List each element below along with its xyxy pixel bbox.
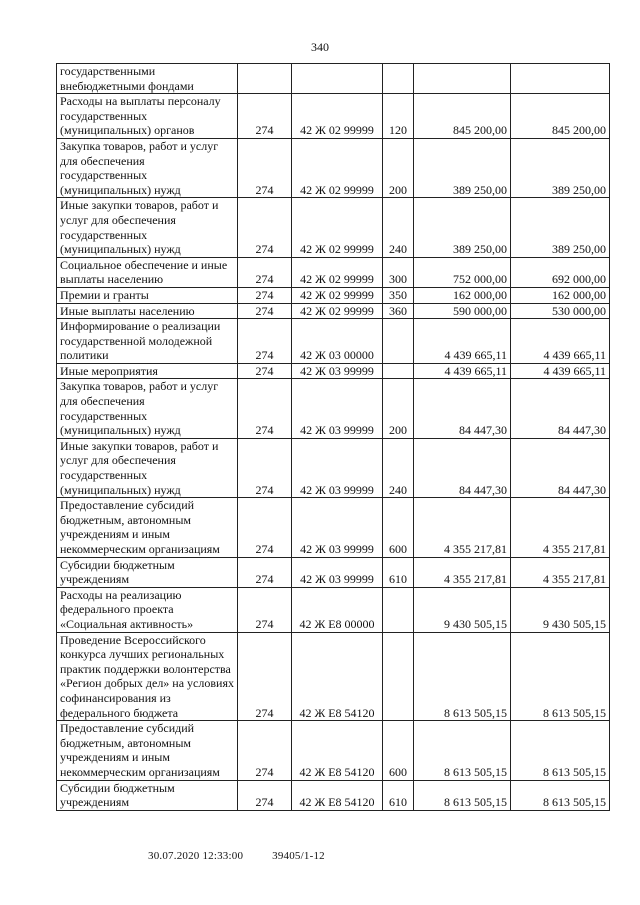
cell-sum-year1: 8 613 505,15: [414, 632, 511, 721]
cell-expense-type: 240: [383, 198, 414, 257]
cell-sum-year2: 84 447,30: [511, 379, 610, 438]
cell-expense-type: 200: [383, 138, 414, 197]
cell-target-article: 42 Ж 02 99999: [292, 94, 383, 139]
cell-target-article: 42 Ж E8 54120: [292, 721, 383, 780]
cell-code: 274: [238, 379, 292, 438]
cell-code: 274: [238, 587, 292, 632]
cell-code: 274: [238, 557, 292, 587]
cell-target-article: 42 Ж 03 00000: [292, 319, 383, 364]
cell-sum-year1: 8 613 505,15: [414, 780, 511, 810]
cell-target-article: 42 Ж 02 99999: [292, 287, 383, 303]
cell-code: 274: [238, 138, 292, 197]
cell-expense-type: 350: [383, 287, 414, 303]
table-row: [57, 557, 610, 587]
cell-code: 274: [238, 438, 292, 497]
cell-name: Проведение Всероссийского конкурса лучших региональных практик поддержки волонтерства «Регион добрых дел» на условиях софинансирования из федерального бюджета: [57, 632, 238, 721]
table-row: [57, 287, 610, 303]
cell-target-article: 42 Ж E8 54120: [292, 780, 383, 810]
cell-target-article: 42 Ж 03 99999: [292, 379, 383, 438]
cell-expense-type: 600: [383, 498, 414, 557]
cell-sum-year2: 162 000,00: [511, 287, 610, 303]
cell-name: Субсидии бюджетным учреждениям: [57, 780, 238, 810]
cell-code: 274: [238, 198, 292, 257]
cell-expense-type: 120: [383, 94, 414, 139]
cell-code: 274: [238, 257, 292, 287]
cell-sum-year1: 4 355 217,81: [414, 557, 511, 587]
cell-sum-year1: 162 000,00: [414, 287, 511, 303]
cell-target-article: 42 Ж E8 54120: [292, 632, 383, 721]
cell-name: Предоставление субсидий бюджетным, автономным учреждениям и иным некоммерческим организациям: [57, 721, 238, 780]
cell-sum-year2: 8 613 505,15: [511, 721, 610, 780]
cell-code: 274: [238, 498, 292, 557]
table-row: [57, 721, 610, 780]
table-row: [57, 303, 610, 319]
cell-expense-type: [383, 632, 414, 721]
table-row: [57, 64, 610, 94]
cell-name: Иные мероприятия: [57, 363, 238, 379]
cell-sum-year1: 590 000,00: [414, 303, 511, 319]
cell-name: Закупка товаров, работ и услуг для обеспечения государственных (муниципальных) нужд: [57, 138, 238, 197]
cell-sum-year2: 4 439 665,11: [511, 319, 610, 364]
budget-table-body: [57, 64, 610, 811]
table-row: [57, 632, 610, 721]
table-row: [57, 319, 610, 364]
cell-sum-year2: 84 447,30: [511, 438, 610, 497]
cell-name: Расходы на реализацию федерального проекта «Социальная активность»: [57, 587, 238, 632]
cell-code: 274: [238, 363, 292, 379]
cell-target-article: [292, 64, 383, 94]
cell-name: государственными внебюджетными фондами: [57, 64, 238, 94]
cell-name: Иные выплаты населению: [57, 303, 238, 319]
cell-target-article: 42 Ж 02 99999: [292, 198, 383, 257]
table-row: [57, 94, 610, 139]
cell-code: 274: [238, 780, 292, 810]
cell-sum-year1: 84 447,30: [414, 379, 511, 438]
cell-sum-year1: 84 447,30: [414, 438, 511, 497]
cell-name: Закупка товаров, работ и услуг для обеспечения государственных (муниципальных) нужд: [57, 379, 238, 438]
cell-expense-type: 600: [383, 721, 414, 780]
cell-target-article: 42 Ж 03 99999: [292, 498, 383, 557]
cell-target-article: 42 Ж E8 00000: [292, 587, 383, 632]
cell-sum-year2: [511, 64, 610, 94]
cell-code: 274: [238, 632, 292, 721]
cell-code: 274: [238, 319, 292, 364]
cell-sum-year1: 845 200,00: [414, 94, 511, 139]
cell-sum-year1: 389 250,00: [414, 138, 511, 197]
cell-sum-year1: 4 439 665,11: [414, 363, 511, 379]
cell-target-article: 42 Ж 03 99999: [292, 438, 383, 497]
table-row: [57, 498, 610, 557]
cell-code: 274: [238, 287, 292, 303]
cell-name: Субсидии бюджетным учреждениям: [57, 557, 238, 587]
cell-sum-year2: 4 439 665,11: [511, 363, 610, 379]
cell-name: Расходы на выплаты персоналу государственных (муниципальных) органов: [57, 94, 238, 139]
cell-expense-type: [383, 319, 414, 364]
footer-doc-code: 39405/1-12: [272, 850, 325, 862]
cell-name: Премии и гранты: [57, 287, 238, 303]
cell-sum-year1: [414, 64, 511, 94]
cell-name: Предоставление субсидий бюджетным, автономным учреждениям и иным некоммерческим организациям: [57, 498, 238, 557]
table-row: [57, 438, 610, 497]
cell-name: Социальное обеспечение и иные выплаты населению: [57, 257, 238, 287]
cell-sum-year2: 9 430 505,15: [511, 587, 610, 632]
cell-code: 274: [238, 303, 292, 319]
cell-expense-type: 300: [383, 257, 414, 287]
cell-sum-year2: 4 355 217,81: [511, 498, 610, 557]
table-row: [57, 587, 610, 632]
footer-timestamp: 30.07.2020 12:33:00: [148, 850, 244, 862]
cell-target-article: 42 Ж 03 99999: [292, 363, 383, 379]
cell-sum-year2: 4 355 217,81: [511, 557, 610, 587]
cell-sum-year2: 8 613 505,15: [511, 632, 610, 721]
table-row: [57, 379, 610, 438]
table-row: [57, 138, 610, 197]
cell-sum-year2: 845 200,00: [511, 94, 610, 139]
cell-sum-year1: 9 430 505,15: [414, 587, 511, 632]
cell-expense-type: 240: [383, 438, 414, 497]
cell-expense-type: 360: [383, 303, 414, 319]
table-row: [57, 257, 610, 287]
cell-sum-year2: 692 000,00: [511, 257, 610, 287]
table-row: [57, 363, 610, 379]
cell-sum-year1: 4 439 665,11: [414, 319, 511, 364]
cell-sum-year1: 752 000,00: [414, 257, 511, 287]
cell-sum-year1: 8 613 505,15: [414, 721, 511, 780]
cell-target-article: 42 Ж 02 99999: [292, 303, 383, 319]
cell-expense-type: 610: [383, 557, 414, 587]
cell-expense-type: [383, 587, 414, 632]
cell-code: 274: [238, 721, 292, 780]
cell-expense-type: 610: [383, 780, 414, 810]
budget-table: [56, 63, 610, 811]
cell-target-article: 42 Ж 03 99999: [292, 557, 383, 587]
cell-name: Иные закупки товаров, работ и услуг для обеспечения государственных (муниципальных) нужд: [57, 438, 238, 497]
page-number: 340: [311, 40, 329, 54]
cell-expense-type: [383, 363, 414, 379]
cell-target-article: 42 Ж 02 99999: [292, 257, 383, 287]
cell-sum-year1: 389 250,00: [414, 198, 511, 257]
cell-sum-year2: 8 613 505,15: [511, 780, 610, 810]
cell-sum-year2: 389 250,00: [511, 198, 610, 257]
footer: [148, 850, 325, 862]
cell-expense-type: 200: [383, 379, 414, 438]
table-row: [57, 780, 610, 810]
cell-sum-year2: 389 250,00: [511, 138, 610, 197]
cell-name: Информирование о реализации государственной молодежной политики: [57, 319, 238, 364]
cell-code: 274: [238, 94, 292, 139]
cell-name: Иные закупки товаров, работ и услуг для обеспечения государственных (муниципальных) нужд: [57, 198, 238, 257]
table-row: [57, 198, 610, 257]
cell-sum-year1: 4 355 217,81: [414, 498, 511, 557]
cell-sum-year2: 530 000,00: [511, 303, 610, 319]
cell-expense-type: [383, 64, 414, 94]
cell-target-article: 42 Ж 02 99999: [292, 138, 383, 197]
cell-code: [238, 64, 292, 94]
